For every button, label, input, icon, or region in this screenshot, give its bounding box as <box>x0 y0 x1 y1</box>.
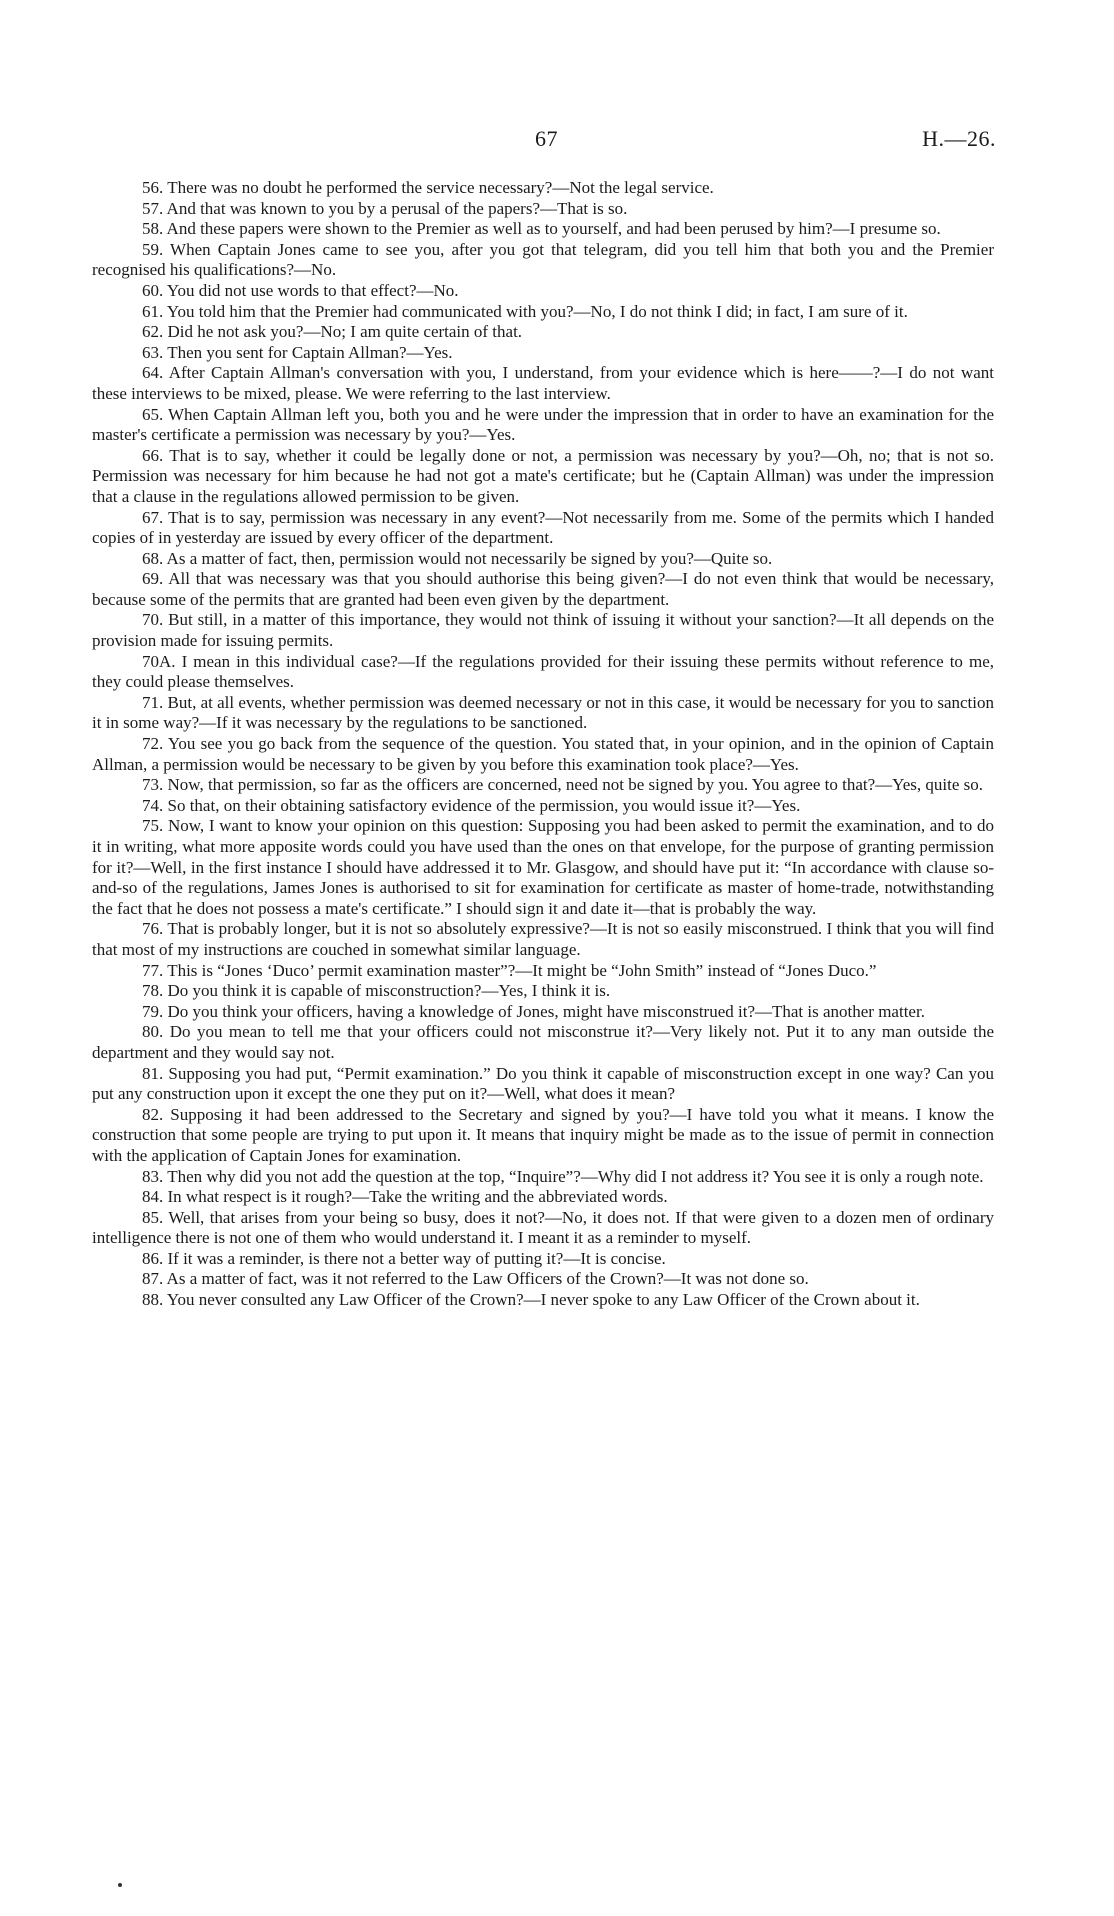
question-answer-paragraph: 59. When Captain Jones came to see you, after you got that telegram, did you tell him that both you and the Premier recognised his qualifications?—No. <box>92 239 994 280</box>
question-answer-paragraph: 81. Supposing you had put, “Permit examination.” Do you think it capable of misconstruction except in one way? Can you put any construction upon it except the one they put on it?—Well, what does it mean? <box>92 1063 994 1104</box>
question-answer-paragraph: 75. Now, I want to know your opinion on this question: Supposing you had been asked to permit the examination, and to do it in writing, what more apposite words could you have used than the ones on that envelope, for the purpose of granting permission for it?—Well, in the first instance I should have addressed it to Mr. Glasgow, and should have put it: “In accordance with clause so-and-so of the regulations, James Jones is authorised to sit for examination for certificate as master of home-trade, notwithstanding the fact that he does not possess a mate's certificate.” I should sign it and date it—that is probably the way. <box>92 816 994 918</box>
question-answer-paragraph: 79. Do you think your officers, having a knowledge of Jones, might have misconstrued it?—That is another matter. <box>142 1001 925 1021</box>
question-answer-paragraph: 64. After Captain Allman's conversation with you, I understand, from your evidence which is here——?—I do not want these interviews to be mixed, please. We were referring to the last interview. <box>92 363 994 403</box>
question-answer-paragraph: 71. But, at all events, whether permission was deemed necessary or not in this case, it would be necessary for you to sanction it in some way?—If it was necessary by the regulations to be sanctioned. <box>92 692 994 733</box>
question-answer-paragraph: 60. You did not use words to that effect?—No. <box>142 280 459 300</box>
page-number: 67 <box>535 126 558 151</box>
question-answer-paragraph: 62. Did he not ask you?—No; I am quite certain of that. <box>142 322 523 342</box>
question-answer-paragraph: 83. Then why did you not add the question at the top, “Inquire”?—Why did I not address it? You see it is only a rough note. <box>142 1166 984 1186</box>
question-answer-paragraph: 69. All that was necessary was that you should authorise this being given?—I do not even think that would be necessary, because some of the permits that are granted had been even given by the department. <box>92 569 994 609</box>
scan-speck <box>118 1883 122 1887</box>
question-answer-paragraph: 70A. I mean in this individual case?—If the regulations provided for their issuing these permits without reference to me, they could please themselves. <box>92 651 994 692</box>
question-answer-paragraph: 63. Then you sent for Captain Allman?—Yes. <box>142 342 453 362</box>
body-text <box>92 178 994 1311</box>
question-answer-paragraph: 57. And that was known to you by a perusal of the papers?—That is so. <box>142 198 628 218</box>
question-answer-paragraph: 58. And these papers were shown to the Premier as well as to yourself, and had been perused by him?—I presume so. <box>142 219 941 239</box>
question-answer-paragraph: 70. But still, in a matter of this importance, they would not think of issuing it without your sanction?—It all depends on the provision made for issuing permits. <box>92 610 994 651</box>
page-header <box>0 126 1114 162</box>
document-reference: H.—26. <box>922 126 996 151</box>
question-answer-paragraph: 76. That is probably longer, but it is not so absolutely expressive?—It is not so easily misconstrued. I think that you will find that most of my instructions are couched in somewhat similar language. <box>92 919 994 959</box>
question-answer-paragraph: 85. Well, that arises from your being so busy, does it not?—No, it does not. If that were given to a dozen men of ordinary intelligence there is not one of them who would understand it. I meant it as a reminder to myself. <box>92 1207 994 1248</box>
question-answer-paragraph: 65. When Captain Allman left you, both you and he were under the impression that in order to have an examination for the master's certificate a permission was necessary by you?—Yes. <box>92 404 994 445</box>
question-answer-paragraph: 80. Do you mean to tell me that your officers could not misconstrue it?—Very likely not. Put it to any man outside the department and they would say not. <box>92 1022 994 1062</box>
question-answer-paragraph: 56. There was no doubt he performed the service necessary?—Not the legal service. <box>142 178 714 197</box>
question-answer-paragraph: 67. That is to say, permission was necessary in any event?—Not necessarily from me. Some of the permits which I handed copies of in yesterday are issued by every officer of the department. <box>92 507 994 548</box>
question-answer-paragraph: 74. So that, on their obtaining satisfactory evidence of the permission, you would issue it?—Yes. <box>142 795 801 815</box>
question-answer-paragraph: 66. That is to say, whether it could be legally done or not, a permission was necessary by you?—Oh, no; that is not so. Permission was necessary for him because he had not got a mate's certificate; but he (Captain Allman) was under the impression that a clause in the regulations allowed permission to be given. <box>92 445 994 506</box>
question-answer-paragraph: 87. As a matter of fact, was it not referred to the Law Officers of the Crown?—It was not done so. <box>142 1269 809 1289</box>
question-answer-paragraph: 72. You see you go back from the sequence of the question. You stated that, in your opinion, and in the opinion of Captain Allman, a permission would be necessary to be given by you before this examination took place?—Yes. <box>92 734 994 774</box>
question-answer-paragraph: 86. If it was a reminder, is there not a better way of putting it?—It is concise. <box>142 1248 666 1268</box>
question-answer-paragraph: 88. You never consulted any Law Officer of the Crown?—I never spoke to any Law Officer of the Crown about it. <box>142 1290 920 1310</box>
question-answer-paragraph: 73. Now, that permission, so far as the officers are concerned, need not be signed by you. You agree to that?—Yes, quite so. <box>142 775 984 795</box>
question-answer-paragraph: 68. As a matter of fact, then, permission would not necessarily be signed by you?—Quite so. <box>142 548 773 568</box>
question-answer-paragraph: 61. You told him that the Premier had communicated with you?—No, I do not think I did; in fact, I am sure of it. <box>142 301 908 321</box>
question-answer-paragraph: 77. This is “Jones ‘Duco’ permit examination master”?—It might be “John Smith” instead of “Jones Duco.” <box>142 960 877 980</box>
question-answer-paragraph: 84. In what respect is it rough?—Take the writing and the abbreviated words. <box>142 1187 668 1207</box>
question-answer-paragraph: 78. Do you think it is capable of misconstruction?—Yes, I think it is. <box>142 981 611 1001</box>
question-answer-paragraph: 82. Supposing it had been addressed to the Secretary and signed by you?—I have told you what it means. I know the construction that some people are trying to put upon it. It means that inquiry might be made as to the issue of permit in connection with the application of Captain Jones for examination. <box>92 1104 994 1165</box>
